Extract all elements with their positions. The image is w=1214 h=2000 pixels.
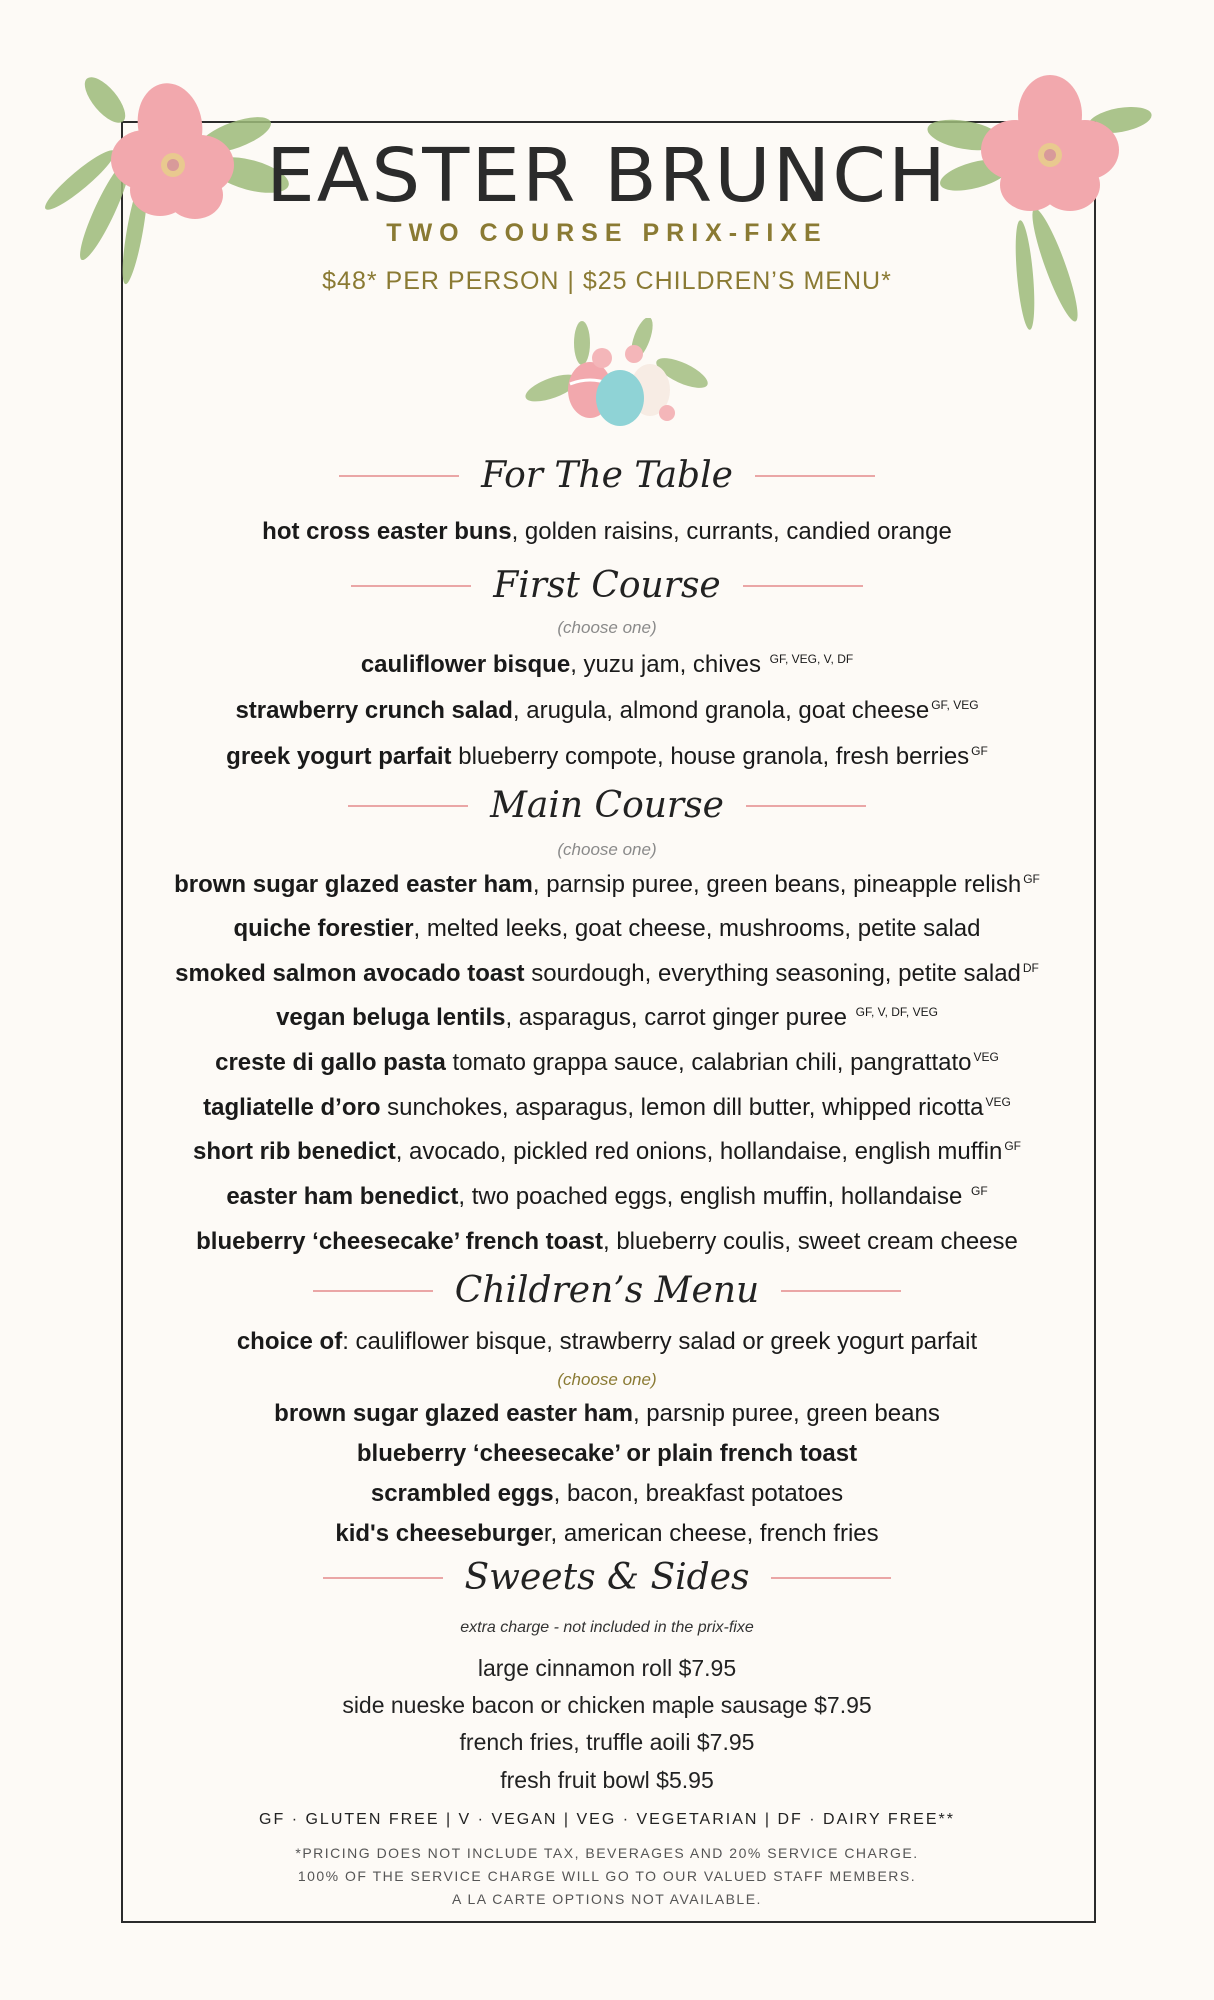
item-name: hot cross easter buns bbox=[262, 518, 512, 545]
item-name: vegan beluga lentils bbox=[276, 1004, 506, 1031]
item-name: cauliflower bisque bbox=[360, 651, 571, 678]
item-name: easter ham benedict bbox=[226, 1183, 459, 1210]
item-name: choice of bbox=[236, 1328, 343, 1355]
item-description: , parnsip puree, green beans, pineapple relish bbox=[532, 871, 1022, 898]
menu-item bbox=[0, 960, 1214, 988]
section-header-main-course bbox=[0, 785, 1214, 826]
item-description: , parsnip puree, green beans bbox=[632, 1400, 940, 1427]
dietary-tags: GF bbox=[1023, 872, 1040, 886]
dietary-tags: VEG bbox=[973, 1050, 999, 1064]
side-item: large cinnamon roll $7.95 bbox=[477, 1655, 737, 1681]
menu-item bbox=[0, 1440, 1214, 1468]
divider bbox=[351, 585, 471, 587]
section-title: Sweets & Sides bbox=[464, 1557, 750, 1598]
pricing-line: $48* PER PERSON | $25 CHILDREN’S MENU* bbox=[322, 267, 892, 295]
divider bbox=[323, 1577, 443, 1579]
item-name: smoked salmon avocado toast bbox=[175, 960, 525, 987]
divider bbox=[755, 475, 875, 477]
dietary-tags: DF bbox=[1022, 961, 1039, 975]
item-name: blueberry ‘cheesecake’ french toast bbox=[196, 1228, 603, 1255]
section-header-sweets-sides bbox=[0, 1557, 1214, 1598]
item-description: , golden raisins, currants, candied orange bbox=[511, 518, 952, 545]
menu-item bbox=[0, 1480, 1214, 1508]
menu-item bbox=[0, 743, 1214, 771]
easter-eggs-icon bbox=[522, 318, 712, 428]
item-description: tomato grappa sauce, calabrian chili, pangrattato bbox=[445, 1049, 972, 1076]
dietary-tags: GF, VEG, V, DF bbox=[769, 652, 854, 666]
dietary-legend: GF · GLUTEN FREE | V · VEGAN | VEG · VEGETARIAN | DF · DAIRY FREE** bbox=[259, 1811, 955, 1828]
item-description: r, american cheese, french fries bbox=[543, 1520, 879, 1547]
divider bbox=[781, 1290, 901, 1292]
item-name: blueberry ‘cheesecake’ or plain french toast bbox=[356, 1440, 858, 1467]
divider bbox=[348, 805, 468, 807]
menu-item bbox=[0, 1049, 1214, 1077]
choose-note: (choose one) bbox=[557, 618, 657, 637]
item-description: , melted leeks, goat cheese, mushrooms, petite salad bbox=[413, 915, 981, 942]
menu-item bbox=[0, 1400, 1214, 1428]
item-name: short rib benedict bbox=[193, 1138, 396, 1165]
side-item: french fries, truffle aoili $7.95 bbox=[459, 1729, 755, 1755]
item-description: , yuzu jam, chives bbox=[570, 651, 768, 678]
item-description: , avocado, pickled red onions, hollandaise, english muffin bbox=[395, 1138, 1003, 1165]
item-description: , blueberry coulis, sweet cream cheese bbox=[603, 1228, 1018, 1255]
item-name: brown sugar glazed easter ham bbox=[174, 871, 533, 898]
divider bbox=[771, 1577, 891, 1579]
dietary-tags: GF, VEG bbox=[931, 698, 979, 712]
section-title: For The Table bbox=[481, 455, 733, 496]
menu-item bbox=[0, 518, 1214, 546]
fine-print bbox=[0, 1842, 1214, 1911]
section-title: Children’s Menu bbox=[454, 1270, 760, 1311]
page-subtitle: TWO COURSE PRIX-FIXE bbox=[386, 219, 828, 247]
extra-charge-note: extra charge - not included in the prix-fixe bbox=[460, 1619, 754, 1636]
page-title: EASTER BRUNCH bbox=[266, 133, 948, 220]
section-header-first-course bbox=[0, 565, 1214, 606]
section-title: Main Course bbox=[490, 785, 724, 826]
menu-item bbox=[0, 1094, 1214, 1122]
dietary-tags: GF bbox=[971, 744, 988, 758]
item-name: tagliatelle d’oro bbox=[203, 1094, 381, 1121]
item-name: scrambled eggs bbox=[370, 1480, 554, 1507]
menu-item bbox=[0, 1183, 1214, 1211]
fine-print-line: 100% OF THE SERVICE CHARGE WILL GO TO OUR VALUED STAFF MEMBERS. bbox=[297, 1868, 917, 1884]
menu-item bbox=[0, 697, 1214, 725]
side-item: side nueske bacon or chicken maple sausage $7.95 bbox=[342, 1692, 872, 1718]
section-header-childrens-menu bbox=[0, 1270, 1214, 1311]
menu-item bbox=[0, 1228, 1214, 1256]
menu-item bbox=[0, 1138, 1214, 1166]
section-header-for-the-table bbox=[0, 455, 1214, 496]
item-description: , asparagus, carrot ginger puree bbox=[505, 1004, 854, 1031]
item-name: brown sugar glazed easter ham bbox=[274, 1400, 633, 1427]
side-item: fresh fruit bowl $5.95 bbox=[500, 1767, 714, 1793]
item-name: kid's cheeseburge bbox=[335, 1520, 544, 1547]
dietary-tags: VEG bbox=[985, 1095, 1011, 1109]
item-description: sunchokes, asparagus, lemon dill butter, whipped ricotta bbox=[380, 1094, 984, 1121]
divider bbox=[339, 475, 459, 477]
fine-print-line: *PRICING DOES NOT INCLUDE TAX, BEVERAGES AND 20% SERVICE CHARGE. bbox=[295, 1845, 919, 1861]
choose-note: (choose one) bbox=[557, 840, 657, 859]
menu-item bbox=[0, 1520, 1214, 1548]
divider bbox=[746, 805, 866, 807]
menu-item bbox=[0, 1004, 1214, 1032]
item-description: , arugula, almond granola, goat cheese bbox=[512, 697, 930, 724]
item-description: , two poached eggs, english muffin, hollandaise bbox=[458, 1183, 969, 1210]
item-description: blueberry compote, house granola, fresh berries bbox=[451, 743, 970, 770]
item-name: strawberry crunch salad bbox=[235, 697, 513, 724]
item-description: sourdough, everything seasoning, petite salad bbox=[524, 960, 1021, 987]
item-name: creste di gallo pasta bbox=[215, 1049, 446, 1076]
item-description: , bacon, breakfast potatoes bbox=[553, 1480, 844, 1507]
menu-item bbox=[0, 651, 1214, 679]
dietary-tags: GF bbox=[970, 1184, 988, 1198]
item-name: quiche forestier bbox=[233, 915, 414, 942]
menu-item bbox=[0, 871, 1214, 899]
menu-item bbox=[0, 915, 1214, 943]
divider bbox=[743, 585, 863, 587]
menu-item bbox=[0, 1328, 1214, 1356]
item-description: : cauliflower bisque, strawberry salad or greek yogurt parfait bbox=[342, 1328, 978, 1355]
choose-note: (choose one) bbox=[557, 1370, 657, 1389]
section-title: First Course bbox=[493, 565, 721, 606]
item-name: greek yogurt parfait bbox=[226, 743, 452, 770]
fine-print-line: A LA CARTE OPTIONS NOT AVAILABLE. bbox=[452, 1891, 762, 1907]
dietary-tags: GF, V, DF, VEG bbox=[855, 1005, 938, 1019]
dietary-tags: GF bbox=[1004, 1139, 1021, 1153]
divider bbox=[313, 1290, 433, 1292]
